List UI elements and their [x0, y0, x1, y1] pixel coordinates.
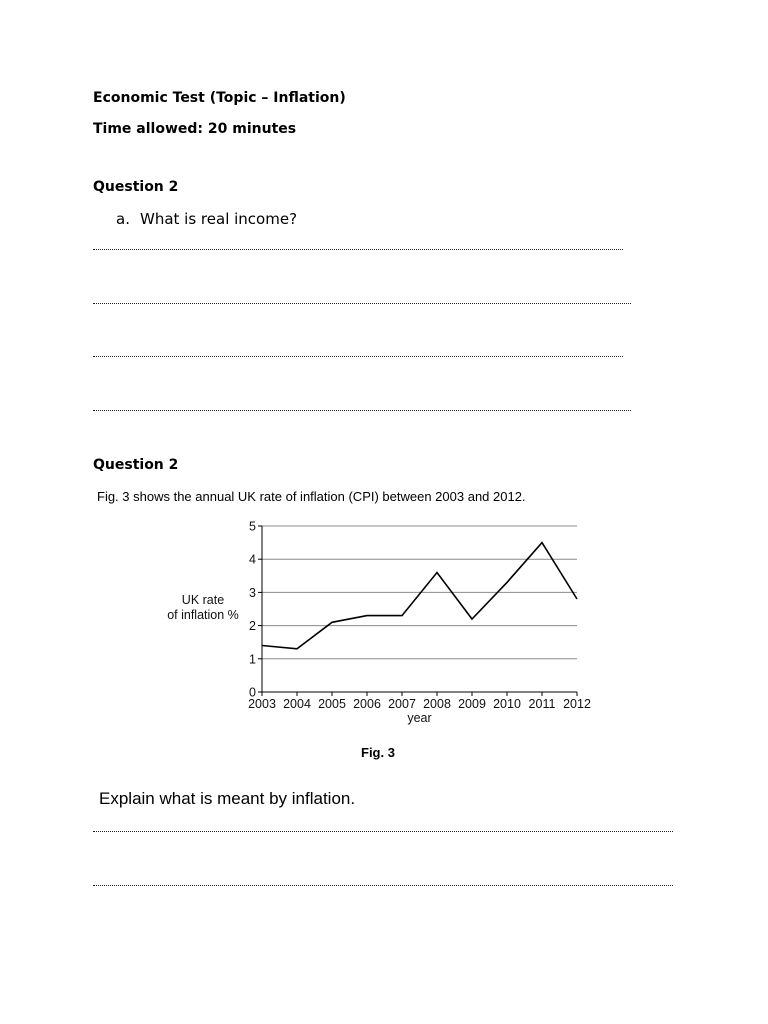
- y-axis-label-line-2: of inflation %: [167, 608, 239, 622]
- x-axis-label: year: [407, 711, 432, 725]
- inflation-line-chart: [150, 515, 610, 730]
- y-tick-label-1: 1: [249, 652, 256, 667]
- x-tick-label-2004: 2004: [283, 697, 311, 711]
- figure-caption: Fig. 3: [361, 745, 395, 760]
- x-tick-label-2007: 2007: [388, 697, 416, 711]
- question-item-text: What is real income?: [140, 210, 298, 228]
- question-heading-1: Question 2: [93, 179, 179, 195]
- x-tick-label-2008: 2008: [423, 697, 451, 711]
- answer-line-6[interactable]: [93, 885, 673, 886]
- answer-line-2[interactable]: [93, 303, 631, 304]
- x-tick-label-2009: 2009: [458, 697, 486, 711]
- y-tick-label-5: 5: [249, 519, 256, 534]
- y-axis-label-line-1: UK rate: [181, 593, 225, 607]
- x-tick-label-2003: 2003: [248, 697, 276, 711]
- y-tick-label-3: 3: [249, 585, 256, 600]
- answer-line-5[interactable]: [93, 831, 673, 832]
- explain-prompt: Explain what is meant by inflation.: [99, 789, 356, 808]
- answer-line-1[interactable]: [93, 249, 623, 250]
- inflation-series-line: [262, 543, 577, 649]
- x-tick-label-2012: 2012: [563, 697, 591, 711]
- y-tick-label-2: 2: [249, 619, 256, 634]
- question-heading-2: Question 2: [93, 457, 179, 473]
- y-tick-label-4: 4: [249, 552, 256, 567]
- x-tick-label-2006: 2006: [353, 697, 381, 711]
- y-tick-label-0: 0: [249, 685, 256, 700]
- x-tick-label-2011: 2011: [528, 697, 556, 711]
- x-tick-label-2005: 2005: [318, 697, 346, 711]
- answer-line-3[interactable]: [93, 356, 623, 357]
- question-item-marker: a.: [116, 210, 130, 228]
- time-allowed: Time allowed: 20 minutes: [93, 121, 297, 137]
- x-tick-label-2010: 2010: [493, 697, 521, 711]
- answer-line-4[interactable]: [93, 410, 631, 411]
- test-title: Economic Test (Topic – Inflation): [93, 90, 346, 106]
- figure-intro: Fig. 3 shows the annual UK rate of inflation (CPI) between 2003 and 2012.: [97, 489, 526, 504]
